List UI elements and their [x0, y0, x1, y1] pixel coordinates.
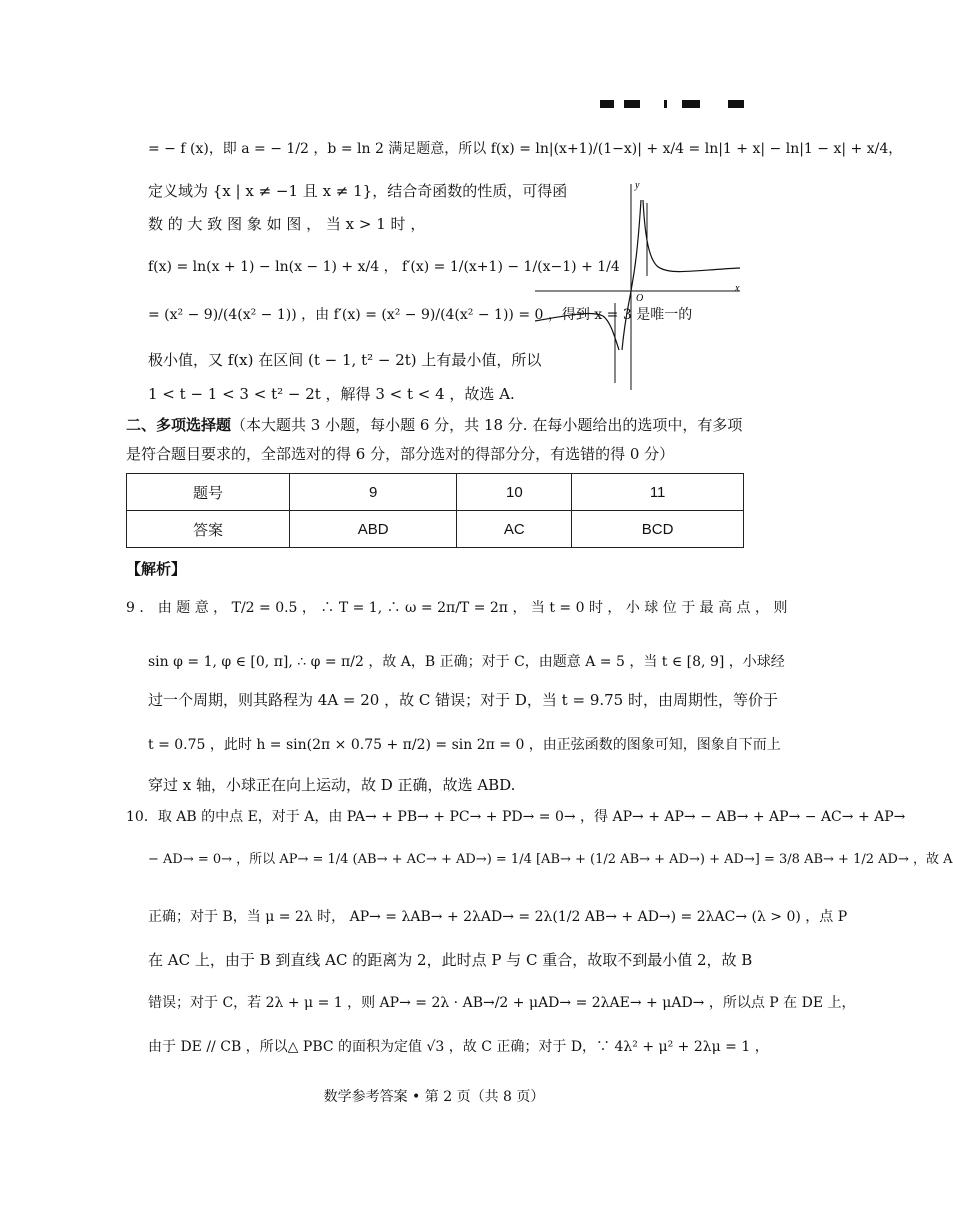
q10-line: 由于 DE // CB ，所以△ PBC 的面积为定值 √3 ，故 C 正确；对于 D，∵ 4λ² + μ² + 2λμ = 1 ，: [148, 1039, 769, 1055]
table-cell: 答案: [127, 511, 290, 548]
x-axis-label: x: [735, 283, 740, 294]
function-graph: [535, 178, 745, 393]
table-cell: 9: [290, 474, 457, 511]
page-footer: 数学参考答案 • 第 2 页（共 8 页）: [323, 1089, 545, 1105]
q9-line: sin φ = 1, φ ∈ [0, π], ∴ φ = π/2 ，故 A，B 正确；对于 C，由题意 A = 5 ，当 t ∈ [8, 9] ，小球经: [148, 654, 785, 670]
header-mark: [728, 100, 744, 108]
table-row: [127, 474, 744, 511]
q10-line: 在 AC 上，由于 B 到直线 AC 的距离为 2，此时点 P 与 C 重合，故取不到最小值 2，故 B: [148, 951, 753, 969]
q10-line: 正确；对于 B，当 μ = 2λ 时， AP→ = λAB→ + 2λAD→ = 2λ(1/2 AB→ + AD→) = 2λAC→ (λ > 0) ，点 P: [148, 909, 848, 925]
solution-line: 定义域为 {x | x ≠ −1 且 x ≠ 1}，结合奇函数的性质，可得函: [148, 182, 568, 200]
table-cell: ABD: [290, 511, 457, 548]
solution-line: = − f (x)，即 a = − 1/2 ，b = ln 2 满足题意，所以 f(x) = ln|(x+1)/(1−x)| + x/4 = ln|1 + x| − ln|1 − x| + x/4，: [148, 141, 903, 157]
solution-line: 1 < t − 1 < 3 < t² − 2t ，解得 3 < t < 4 ，故选 A.: [148, 385, 515, 403]
table-row: [127, 511, 744, 548]
table-cell: 11: [572, 474, 744, 511]
table-cell: AC: [457, 511, 572, 548]
q9-line: 穿过 x 轴，小球正在向上运动，故 D 正确，故选 ABD.: [148, 776, 516, 794]
q9-line: t = 0.75 ，此时 h = sin(2π × 0.75 + π/2) = sin 2π = 0 ，由正弦函数的图象可知，图象自下而上: [148, 737, 781, 753]
q10-line: 10．取 AB 的中点 E，对于 A，由 PA→ + PB→ + PC→ + PD→ = 0→ ，得 AP→ + AP→ − AB→ + AP→ − AC→ + AP→: [126, 809, 906, 825]
curve-right-branch: [643, 200, 740, 272]
header-mark: [664, 100, 667, 108]
solution-line: = (x² − 9)/(4(x² − 1)) ，由 f′(x) = (x² − 9)/(4(x² − 1)) = 0 ，得到 x = 3 是唯一的: [148, 307, 693, 323]
q9-line: 9 ． 由 题 意 ， T/2 = 0.5 ， ∴ T = 1, ∴ ω = 2π/T = 2π ， 当 t = 0 时 ， 小 球 位 于 最 高 点 ， 则: [126, 600, 788, 616]
q10-line: 错误；对于 C，若 2λ + μ = 1 ，则 AP→ = 2λ · AB→/2 + μAD→ = 2λAE→ + μAD→ ，所以点 P 在 DE 上，: [148, 995, 856, 1011]
q9-line: 过一个周期，则其路程为 4A = 20 ，故 C 错误；对于 D，当 t = 9.75 时，由周期性，等价于: [148, 691, 778, 709]
section-2-title: 二、多项选择题: [126, 416, 232, 434]
y-axis-label: y: [635, 180, 640, 191]
header-marks: [600, 100, 750, 110]
section-2-description: （本大题共 3 小题，每小题 6 分，共 18 分. 在每小题给出的选项中，有多项: [231, 416, 743, 434]
solution-line: 极小值，又 f(x) 在区间 (t − 1, t² − 2t) 上有最小值，所以: [148, 351, 542, 369]
analysis-title: 【解析】: [126, 560, 187, 578]
header-mark: [624, 100, 640, 108]
header-mark: [600, 100, 614, 108]
solution-line: f(x) = ln(x + 1) − ln(x − 1) + x/4 ， f′(x) = 1/(x+1) − 1/(x−1) + 1/4: [148, 259, 620, 275]
table-cell: 题号: [127, 474, 290, 511]
section-2-heading: [126, 414, 742, 436]
header-mark: [682, 100, 700, 108]
section-2-description-line: 是符合题目要求的，全部选对的得 6 分，部分选对的得部分分，有选错的得 0 分）: [126, 445, 675, 463]
curve-left-branch: [535, 313, 619, 350]
table-cell: 10: [457, 474, 572, 511]
solution-line: 数 的 大 致 图 象 如 图 ， 当 x > 1 时 ，: [148, 215, 426, 233]
q10-line: − AD→ = 0→ ，所以 AP→ = 1/4 (AB→ + AC→ + AD→) = 1/4 [AB→ + (1/2 AB→ + AD→) + AD→] = 3/8 AB→ + 1/2 AD→ ，故 A: [148, 852, 953, 867]
table-cell: BCD: [572, 511, 744, 548]
answer-table: [126, 473, 744, 548]
origin-label: O: [636, 293, 644, 304]
